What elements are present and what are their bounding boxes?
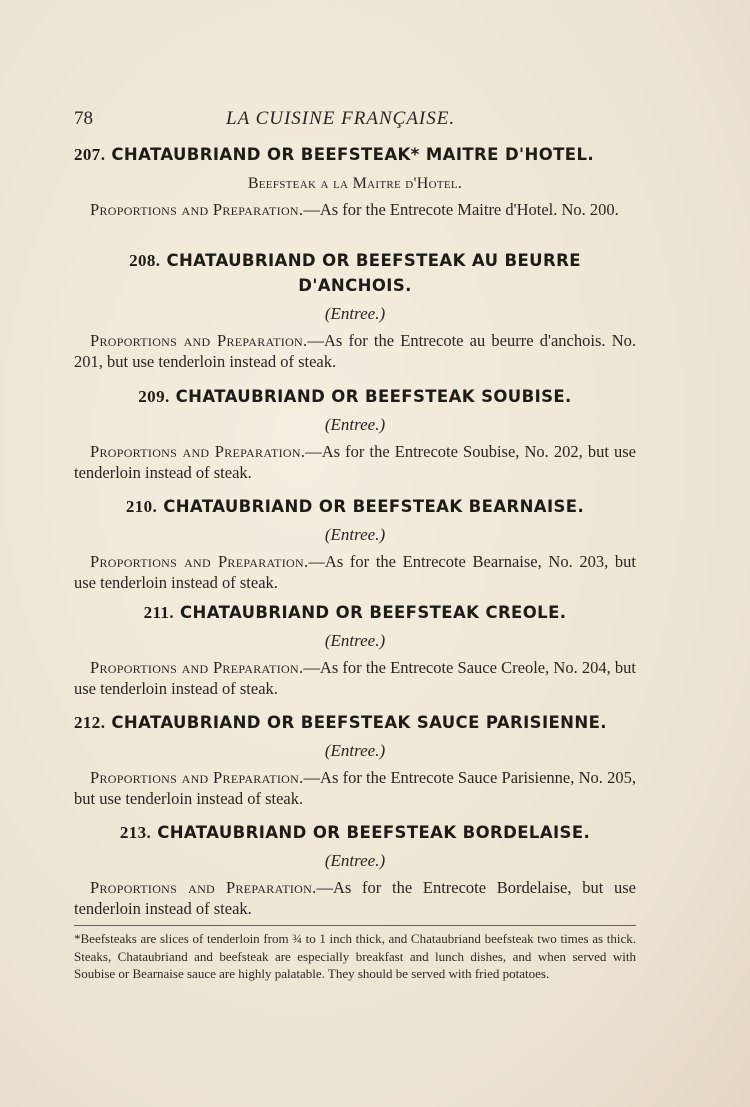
proportions-label: Proportions and Preparation. [90,768,304,787]
recipe-instructions: —As for the Entrecote Soubise, No. 202, but use tenderloin instead of steak. [74,442,636,482]
recipe-number: 210. [125,497,158,516]
recipe-title [74,384,636,409]
page-number: 78 [74,108,93,129]
recipe-title [74,494,636,519]
recipe-title-text: CHATAUBRIAND OR BEEFSTEAK BORDELAISE. [157,823,591,842]
recipe-instructions: —As for the Entrecote Bearnaise, No. 203, but use tenderloin instead of steak. [74,552,636,592]
recipe-subtitle: Beefsteak a la Maitre d'Hotel. [247,175,463,192]
recipe-text [74,551,636,593]
recipe-instructions: —As for the Entrecote Sauce Creole, No. 204, but use tenderloin instead of steak. [74,658,636,698]
proportions-label: Proportions and Preparation. [90,442,306,461]
running-title: LA CUISINE FRANÇAISE. [226,108,456,129]
entree-label: (Entree.) [324,304,386,323]
recipe-212 [74,710,636,809]
footnote: *Beefsteaks are slices of tenderloin from ¾ to 1 inch thick, and Chataubriand beefsteak two times as thick. Steaks, Chataubriand and beefsteak are especially breakfast and lunch dishes, and when served with Soubise or Bearnaise sauce are highly palatable. They should be served with fried potatoes. [74,931,636,981]
recipe-text [74,441,636,483]
recipe-208 [74,248,636,372]
recipe-number: 207. [74,145,106,164]
proportions-label: Proportions and Preparation. [90,200,304,219]
recipe-number: 213. [119,823,152,842]
recipe-text [74,877,636,919]
recipe-title-text: CHATAUBRIAND OR BEEFSTEAK SOUBISE. [175,387,572,406]
recipe-instructions: —As for the Entrecote Bordelaise, but use tenderloin instead of steak. [74,878,636,918]
recipe-title-text: CHATAUBRIAND OR BEEFSTEAK AU BEURRE [166,251,581,270]
recipe-210 [74,494,636,593]
proportions-label: Proportions and Preparation. [90,552,309,571]
recipe-text [74,657,636,699]
recipe-title-text: CHATAUBRIAND OR BEEFSTEAK* MAITRE D'HOTEL. [111,145,595,164]
recipe-title [74,142,636,167]
page-header [74,108,634,134]
recipe-209 [74,384,636,483]
entree-label: (Entree.) [324,741,386,760]
recipe-number: 208. [129,251,161,270]
recipe-number: 211. [143,603,174,622]
entree-label: (Entree.) [324,415,386,434]
entree-label: (Entree.) [324,525,386,544]
recipe-title [74,710,636,735]
recipe-number: 209. [138,387,170,406]
recipe-title [74,600,636,625]
proportions-label: Proportions and Preparation. [90,331,308,350]
recipe-title-text: CHATAUBRIAND OR BEEFSTEAK CREOLE. [179,603,567,622]
entree-label: (Entree.) [324,631,386,650]
recipe-instructions: —As for the Entrecote au beurre d'anchois. No. 201, but use tenderloin instead of steak. [74,331,636,371]
entree-label: (Entree.) [324,851,386,870]
footnote-divider [74,925,636,926]
recipe-text [74,330,636,372]
recipe-207 [74,142,636,220]
recipe-211 [74,600,636,699]
recipe-number: 212. [74,713,106,732]
recipe-title [74,820,636,845]
recipe-title-text: CHATAUBRIAND OR BEEFSTEAK SAUCE PARISIENNE. [111,713,607,732]
recipe-title [74,248,636,273]
recipe-213 [74,820,636,919]
recipe-instructions: —As for the Entrecote Maitre d'Hotel. No. 200. [303,200,619,219]
proportions-label: Proportions and Preparation. [90,878,317,897]
recipe-instructions: —As for the Entrecote Sauce Parisienne, No. 205, but use tenderloin instead of steak. [74,768,636,808]
recipe-title-line2: D'ANCHOIS. [298,276,412,295]
recipe-text [74,199,636,220]
recipe-text [74,767,636,809]
recipe-title-text: CHATAUBRIAND OR BEEFSTEAK BEARNAISE. [163,497,585,516]
proportions-label: Proportions and Preparation. [90,658,304,677]
